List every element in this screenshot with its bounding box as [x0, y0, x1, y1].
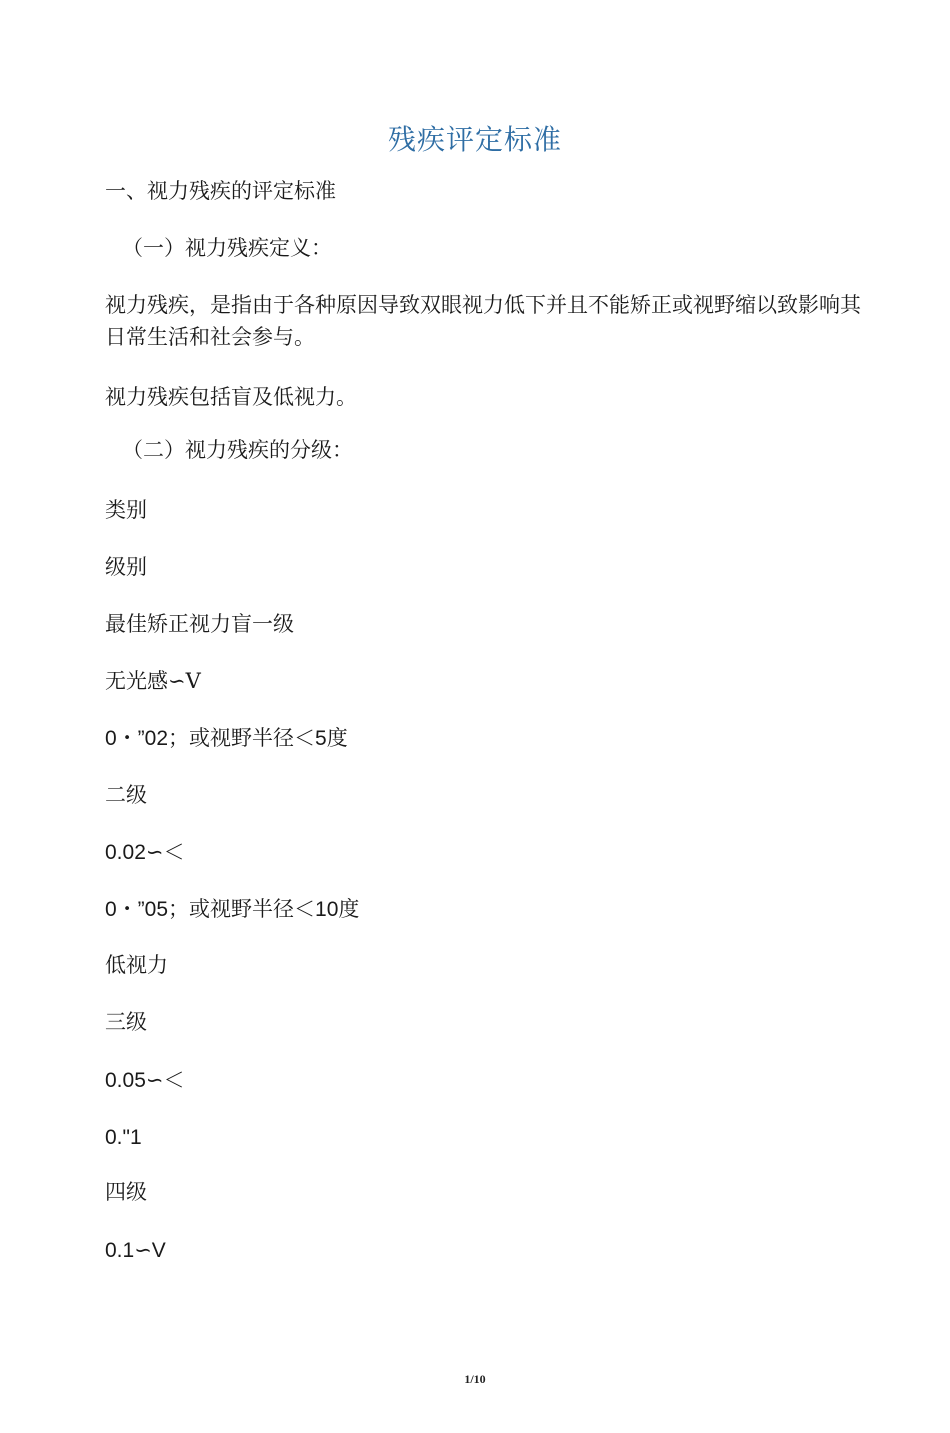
section-heading-vision: 一、视力残疾的评定标准: [105, 179, 336, 203]
grading-line-level-4: 四级: [105, 1180, 147, 1204]
definition-paragraph: 视力残疾，是指由于各种原因导致双眼视力低下并且不能矫正或视野缩以致影响其日常生活和社会参与。: [105, 293, 861, 349]
grading-line-level-3-high: 0."1: [105, 1126, 142, 1149]
grading-line-level-2: 二级: [105, 783, 147, 807]
includes-paragraph: 视力残疾包括盲及低视力。: [105, 385, 357, 409]
grading-line-level-2-range: 0・”05；或视野半径＜10度: [105, 898, 360, 921]
grading-line-blind-level-1: 最佳矫正视力盲一级: [105, 612, 294, 636]
grading-line-level-3: 三级: [105, 1010, 147, 1034]
grading-line-no-light: 无光感∽V: [105, 669, 201, 693]
grading-line-level-2-low: 0.02∽＜: [105, 841, 185, 864]
grading-line-level-1-range: 0・”02；或视野半径＜5度: [105, 727, 348, 750]
document-title: 残疾评定标准: [387, 123, 562, 156]
grading-line-low-vision: 低视力: [105, 953, 168, 977]
grading-line-category: 类别: [105, 498, 147, 522]
grading-line-level: 级别: [105, 555, 147, 579]
grading-line-level-4-range: 0.1∽V: [105, 1239, 166, 1262]
subheading-grading: （二）视力残疾的分级：: [122, 438, 353, 462]
page-number: 1/10: [464, 1372, 486, 1386]
subheading-definition: （一）视力残疾定义：: [122, 236, 332, 260]
grading-line-level-3-low: 0.05∽＜: [105, 1069, 185, 1092]
